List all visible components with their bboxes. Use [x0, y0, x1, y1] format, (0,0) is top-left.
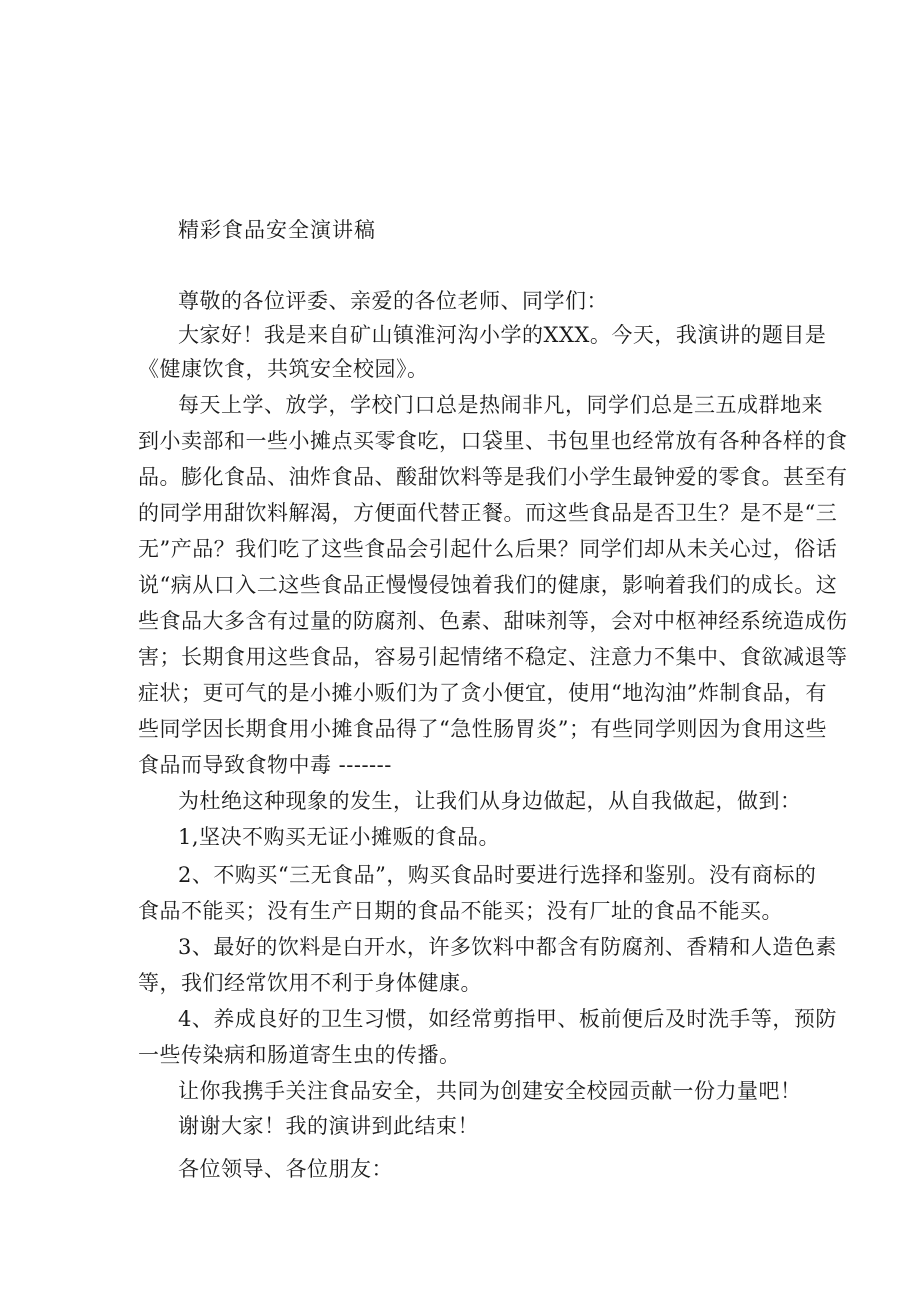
thanks-line: 谢谢大家！我的演讲到此结束！ [178, 1114, 479, 1138]
body-line: 症状；更可气的是小摊小贩们为了贪小便宜，使用“地沟油”炸制食品，有 [138, 681, 827, 705]
body-line: 到小卖部和一些小摊点买零食吃，口袋里、书包里也经常放有各种各样的食 [138, 429, 848, 453]
body-line: 无”产品？我们吃了这些食品会引起什么后果？同学们却从未关心过，俗话 [138, 537, 838, 561]
body-line: 说“病从口入二这些食品正慢慢侵蚀着我们的健康，影响着我们的成长。这 [138, 573, 838, 597]
list-item-3-line-1: 3、最好的饮料是白开水，许多饮料中都含有防腐剂、香精和人造色素 [178, 935, 837, 959]
list-item-4-line-1: 4、养成良好的卫生习惯，如经常剪指甲、板前便后及时洗手等，预防 [178, 1007, 837, 1031]
closing-line: 让你我携手关注食品安全，共同为创建安全校园贡献一份力量吧！ [178, 1079, 802, 1103]
call-to-action: 为杜绝这种现象的发生，让我们从身边做起，从自我做起，做到： [178, 789, 802, 813]
body-line: 品。膨化食品、油炸食品、酸甜饮料等是我们小学生最钟爱的零食。甚至有 [138, 465, 848, 489]
body-line: 每天上学、放学，学校门口总是热闹非凡，同学们总是三五成群地来 [178, 393, 823, 417]
intro-line-1: 大家好！我是来自矿山镇淮河沟小学的XXX。今天，我演讲的题目是 [178, 323, 827, 347]
body-line: 害；长期食用这些食品，容易引起情绪不稳定、注意力不集中、食欲减退等 [138, 645, 848, 669]
greeting: 尊敬的各位评委、亲爱的各位老师、同学们： [178, 289, 608, 313]
list-item-3-line-2: 等，我们经常饮用不利于身体健康。 [138, 971, 482, 995]
list-item-1: 1,坚决不购买无证小摊贩的食品。 [178, 825, 501, 849]
list-item-2-line-1: 2、不购买“三无食品”，购买食品时要进行选择和鉴别。没有商标的 [178, 863, 817, 887]
body-line: 些食品大多含有过量的防腐剂、色素、甜味剂等，会对中枢神经系统造成伤 [138, 609, 848, 633]
intro-line-2: 《健康饮食，共筑安全校园》。 [138, 357, 429, 381]
body-line: 些同学因长期食用小摊食品得了“急性肠胃炎”；有些同学则因为食用这些 [138, 717, 827, 741]
body-line: 的同学用甜饮料解渴，方便面代替正餐。而这些食品是否卫生？是不是“三 [138, 501, 838, 525]
next-greeting: 各位领导、各位朋友： [178, 1157, 393, 1181]
list-item-4-line-2: 一些传染病和肠道寄生虫的传播。 [138, 1043, 461, 1067]
list-item-2-line-2: 食品不能买；没有生产日期的食品不能买；没有厂址的食品不能买。 [138, 899, 783, 923]
body-line: 食品而导致食物中毒 ------- [138, 753, 392, 777]
document-title: 精彩食品安全演讲稿 [178, 218, 376, 242]
